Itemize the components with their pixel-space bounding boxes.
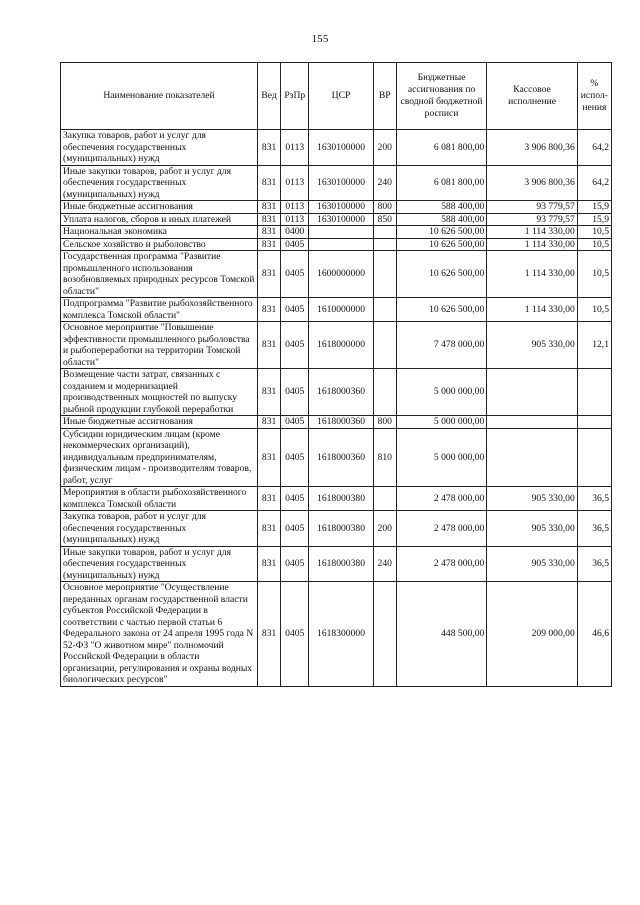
cell-assignments: 10 626 500,00 bbox=[396, 298, 486, 322]
cell-assignments: 6 081 800,00 bbox=[396, 165, 486, 201]
cell-csr: 1618000380 bbox=[309, 511, 373, 547]
cell-cash: 93 779,57 bbox=[487, 201, 577, 214]
cell-assignments: 5 000 000,00 bbox=[396, 369, 486, 416]
cell-csr: 1618000360 bbox=[309, 369, 373, 416]
cell-csr bbox=[309, 226, 373, 239]
cell-name: Государственная программа "Развитие промышленного использования возобновляемых природных ресурсов Томской области" bbox=[61, 251, 258, 298]
cell-name: Иные бюджетные ассигнования bbox=[61, 201, 258, 214]
cell-name: Возмещение части затрат, связанных с созданием и модернизацией производственных мощностей по выпуску рыбной продукции глубокой переработки bbox=[61, 369, 258, 416]
cell-rzpr: 0405 bbox=[281, 251, 309, 298]
cell-vr bbox=[373, 582, 396, 687]
cell-vr: 800 bbox=[373, 201, 396, 214]
cell-csr: 1600000000 bbox=[309, 251, 373, 298]
cell-assignments: 5 000 000,00 bbox=[396, 428, 486, 487]
cell-cash: 1 114 330,00 bbox=[487, 298, 577, 322]
cell-ved: 831 bbox=[258, 511, 281, 547]
header-ved: Вед bbox=[258, 63, 281, 130]
header-rzpr: РзПр bbox=[281, 63, 309, 130]
cell-name: Субсидии юридическим лицам (кроме некоммерческих организаций), индивидуальным предпринимателям, физическим лицам - производителям товаров, работ, услуг bbox=[61, 428, 258, 487]
cell-name: Иные закупки товаров, работ и услуг для обеспечения государственных (муниципальных) нужд bbox=[61, 546, 258, 582]
cell-csr bbox=[309, 238, 373, 251]
cell-rzpr: 0405 bbox=[281, 487, 309, 511]
cell-vr: 800 bbox=[373, 416, 396, 429]
cell-name: Подпрограмма "Развитие рыбохозяйственного комплекса Томской области" bbox=[61, 298, 258, 322]
cell-name: Уплата налогов, сборов и иных платежей bbox=[61, 213, 258, 226]
table-row bbox=[61, 238, 612, 251]
cell-rzpr: 0405 bbox=[281, 416, 309, 429]
cell-vr: 240 bbox=[373, 546, 396, 582]
cell-ved: 831 bbox=[258, 130, 281, 166]
cell-cash: 1 114 330,00 bbox=[487, 251, 577, 298]
cell-assignments: 588 400,00 bbox=[396, 213, 486, 226]
cell-rzpr: 0405 bbox=[281, 582, 309, 687]
header-assignments: Бюджетные ассигнования по сводной бюджетной росписи bbox=[396, 63, 486, 130]
cell-cash: 3 906 800,36 bbox=[487, 130, 577, 166]
cell-name: Сельское хозяйство и рыболовство bbox=[61, 238, 258, 251]
cell-vr: 200 bbox=[373, 511, 396, 547]
cell-csr: 1630100000 bbox=[309, 165, 373, 201]
table-body bbox=[61, 130, 612, 687]
cell-pct bbox=[577, 369, 611, 416]
cell-cash bbox=[487, 428, 577, 487]
cell-vr bbox=[373, 487, 396, 511]
cell-pct: 64,2 bbox=[577, 165, 611, 201]
cell-rzpr: 0405 bbox=[281, 511, 309, 547]
cell-csr: 1618000360 bbox=[309, 428, 373, 487]
cell-cash bbox=[487, 416, 577, 429]
cell-rzpr: 0113 bbox=[281, 165, 309, 201]
table-row bbox=[61, 226, 612, 239]
cell-ved: 831 bbox=[258, 213, 281, 226]
cell-csr: 1630100000 bbox=[309, 213, 373, 226]
cell-ved: 831 bbox=[258, 416, 281, 429]
header-vr: ВР bbox=[373, 63, 396, 130]
cell-name: Основное мероприятие "Осуществление переданных органам государственной власти субъектов Российской Федерации в соответствии с частью первой статьи 6 Федерального закона от 24 апреля 1995 года N 52-ФЗ "О животном мире" полномочий Российской Федерации в области организации, регулирования и охраны водных биологических ресурсов" bbox=[61, 582, 258, 687]
cell-csr: 1618000380 bbox=[309, 546, 373, 582]
cell-rzpr: 0405 bbox=[281, 298, 309, 322]
cell-cash: 1 114 330,00 bbox=[487, 226, 577, 239]
cell-vr: 200 bbox=[373, 130, 396, 166]
cell-assignments: 7 478 000,00 bbox=[396, 322, 486, 369]
cell-cash: 905 330,00 bbox=[487, 487, 577, 511]
cell-name: Иные закупки товаров, работ и услуг для обеспечения государственных (муниципальных) нужд bbox=[61, 165, 258, 201]
cell-csr: 1618000380 bbox=[309, 487, 373, 511]
cell-assignments: 448 500,00 bbox=[396, 582, 486, 687]
cell-assignments: 2 478 000,00 bbox=[396, 511, 486, 547]
cell-name: Национальная экономика bbox=[61, 226, 258, 239]
cell-assignments: 10 626 500,00 bbox=[396, 226, 486, 239]
cell-cash: 209 000,00 bbox=[487, 582, 577, 687]
cell-rzpr: 0405 bbox=[281, 322, 309, 369]
cell-name: Закупка товаров, работ и услуг для обеспечения государственных (муниципальных) нужд bbox=[61, 130, 258, 166]
cell-ved: 831 bbox=[258, 165, 281, 201]
cell-pct: 10,5 bbox=[577, 251, 611, 298]
cell-rzpr: 0113 bbox=[281, 201, 309, 214]
cell-pct: 64,2 bbox=[577, 130, 611, 166]
cell-ved: 831 bbox=[258, 428, 281, 487]
table-row bbox=[61, 428, 612, 487]
header-cash: Кассовое исполнение bbox=[487, 63, 577, 130]
table-row bbox=[61, 322, 612, 369]
cell-rzpr: 0405 bbox=[281, 546, 309, 582]
cell-pct: 10,5 bbox=[577, 298, 611, 322]
table-row bbox=[61, 416, 612, 429]
cell-vr bbox=[373, 322, 396, 369]
table-row bbox=[61, 251, 612, 298]
cell-pct: 10,5 bbox=[577, 238, 611, 251]
table-row bbox=[61, 546, 612, 582]
cell-pct: 36,5 bbox=[577, 511, 611, 547]
cell-pct: 12,1 bbox=[577, 322, 611, 369]
cell-vr bbox=[373, 369, 396, 416]
cell-ved: 831 bbox=[258, 238, 281, 251]
cell-assignments: 2 478 000,00 bbox=[396, 546, 486, 582]
table-row bbox=[61, 487, 612, 511]
cell-ved: 831 bbox=[258, 201, 281, 214]
cell-assignments: 6 081 800,00 bbox=[396, 130, 486, 166]
cell-name: Иные бюджетные ассигнования bbox=[61, 416, 258, 429]
cell-vr: 240 bbox=[373, 165, 396, 201]
cell-csr: 1630100000 bbox=[309, 130, 373, 166]
cell-rzpr: 0400 bbox=[281, 226, 309, 239]
budget-table bbox=[60, 62, 612, 687]
cell-vr bbox=[373, 238, 396, 251]
cell-pct: 46,6 bbox=[577, 582, 611, 687]
cell-rzpr: 0113 bbox=[281, 130, 309, 166]
cell-name: Мероприятия в области рыбохозяйственного комплекса Томской области bbox=[61, 487, 258, 511]
header-csr: ЦСР bbox=[309, 63, 373, 130]
cell-ved: 831 bbox=[258, 546, 281, 582]
cell-cash: 905 330,00 bbox=[487, 322, 577, 369]
cell-ved: 831 bbox=[258, 322, 281, 369]
cell-pct bbox=[577, 416, 611, 429]
cell-vr: 850 bbox=[373, 213, 396, 226]
cell-cash: 905 330,00 bbox=[487, 546, 577, 582]
cell-rzpr: 0113 bbox=[281, 213, 309, 226]
cell-csr: 1618000360 bbox=[309, 416, 373, 429]
table-header-row bbox=[61, 63, 612, 130]
cell-cash: 3 906 800,36 bbox=[487, 165, 577, 201]
cell-assignments: 10 626 500,00 bbox=[396, 251, 486, 298]
cell-pct: 10,5 bbox=[577, 226, 611, 239]
cell-vr: 810 bbox=[373, 428, 396, 487]
table-row bbox=[61, 165, 612, 201]
cell-name: Основное мероприятие "Повышение эффективности промышленного рыболовства и рыбопереработки на территории Томской области" bbox=[61, 322, 258, 369]
cell-csr: 1618000000 bbox=[309, 322, 373, 369]
table-row bbox=[61, 582, 612, 687]
cell-assignments: 10 626 500,00 bbox=[396, 238, 486, 251]
cell-rzpr: 0405 bbox=[281, 369, 309, 416]
table-row bbox=[61, 130, 612, 166]
cell-pct: 15,9 bbox=[577, 201, 611, 214]
table-row bbox=[61, 511, 612, 547]
cell-vr bbox=[373, 251, 396, 298]
cell-cash: 1 114 330,00 bbox=[487, 238, 577, 251]
cell-rzpr: 0405 bbox=[281, 238, 309, 251]
cell-pct bbox=[577, 428, 611, 487]
cell-assignments: 5 000 000,00 bbox=[396, 416, 486, 429]
cell-cash bbox=[487, 369, 577, 416]
header-name: Наименование показателей bbox=[61, 63, 258, 130]
cell-csr: 1618300000 bbox=[309, 582, 373, 687]
cell-pct: 15,9 bbox=[577, 213, 611, 226]
cell-rzpr: 0405 bbox=[281, 428, 309, 487]
cell-assignments: 588 400,00 bbox=[396, 201, 486, 214]
cell-ved: 831 bbox=[258, 487, 281, 511]
cell-cash: 905 330,00 bbox=[487, 511, 577, 547]
cell-vr bbox=[373, 226, 396, 239]
header-pct: % испол-нения bbox=[577, 63, 611, 130]
table-row bbox=[61, 201, 612, 214]
table-row bbox=[61, 369, 612, 416]
cell-ved: 831 bbox=[258, 298, 281, 322]
cell-ved: 831 bbox=[258, 369, 281, 416]
cell-vr bbox=[373, 298, 396, 322]
cell-name: Закупка товаров, работ и услуг для обеспечения государственных (муниципальных) нужд bbox=[61, 511, 258, 547]
cell-ved: 831 bbox=[258, 582, 281, 687]
table-row bbox=[61, 298, 612, 322]
table-row bbox=[61, 213, 612, 226]
cell-ved: 831 bbox=[258, 226, 281, 239]
cell-csr: 1610000000 bbox=[309, 298, 373, 322]
cell-csr: 1630100000 bbox=[309, 201, 373, 214]
page-number: 155 bbox=[311, 33, 329, 45]
cell-pct: 36,5 bbox=[577, 487, 611, 511]
cell-pct: 36,5 bbox=[577, 546, 611, 582]
cell-assignments: 2 478 000,00 bbox=[396, 487, 486, 511]
cell-ved: 831 bbox=[258, 251, 281, 298]
cell-cash: 93 779,57 bbox=[487, 213, 577, 226]
